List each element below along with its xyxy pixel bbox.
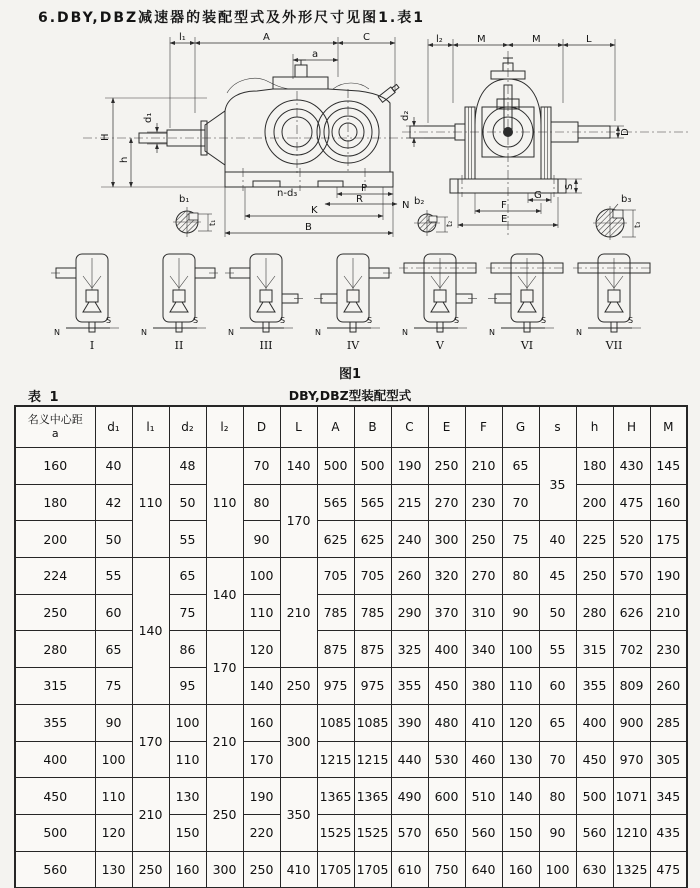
variant-6-numeral: VI (520, 339, 534, 352)
variant-3 (224, 250, 306, 362)
cell-d2: 95 (169, 668, 206, 705)
dim-label-M-left: M (477, 34, 486, 45)
cell-C: 190 (391, 448, 428, 485)
cell-d2: 50 (169, 484, 206, 521)
col-header-G: G (502, 406, 539, 448)
table-title: DBY,DBZ型装配型式 (288, 388, 412, 403)
variant-2-n-label: N (141, 328, 147, 337)
cell-M: 210 (650, 594, 687, 631)
cell-E: 270 (428, 484, 465, 521)
cell-d2: 48 (169, 448, 206, 485)
cell-s: 80 (539, 778, 576, 815)
cell-d1: 65 (95, 631, 132, 668)
cell-F: 640 (465, 851, 502, 888)
cell-L: 170 (280, 484, 317, 557)
cell-L: 140 (280, 448, 317, 485)
dim-label-h: h (119, 156, 130, 163)
cell-d1: 90 (95, 704, 132, 741)
end-view-drawing (400, 33, 695, 248)
cell-a: 315 (15, 668, 95, 705)
cell-d1: 75 (95, 668, 132, 705)
cell-D: 100 (243, 558, 280, 595)
cell-F: 270 (465, 558, 502, 595)
cell-B: 565 (354, 484, 391, 521)
cell-D: 80 (243, 484, 280, 521)
cell-E: 750 (428, 851, 465, 888)
cell-A: 1085 (317, 704, 354, 741)
dim-label-H: H (100, 133, 111, 141)
dim-label-d2: d₂ (400, 110, 411, 121)
dim-label-D: D (620, 128, 631, 136)
cell-h: 560 (576, 814, 613, 851)
cell-E: 650 (428, 814, 465, 851)
table-row (15, 668, 687, 705)
col-header-l1: l₁ (132, 406, 169, 448)
cell-a: 400 (15, 741, 95, 778)
cell-E: 320 (428, 558, 465, 595)
cell-a: 250 (15, 594, 95, 631)
cell-d1: 110 (95, 778, 132, 815)
variant-1-numeral: I (89, 339, 95, 352)
cell-H: 1210 (613, 814, 650, 851)
cell-G: 150 (502, 814, 539, 851)
cell-B: 1365 (354, 778, 391, 815)
cell-d1: 40 (95, 448, 132, 485)
cell-D: 220 (243, 814, 280, 851)
cell-G: 80 (502, 558, 539, 595)
cell-E: 480 (428, 704, 465, 741)
variant-5 (398, 250, 480, 362)
dim-label-l1: l₁ (179, 32, 186, 43)
cell-a: 160 (15, 448, 95, 485)
cell-d1: 42 (95, 484, 132, 521)
dim-label-C: C (363, 32, 370, 43)
cell-d2: 75 (169, 594, 206, 631)
variant-7-s-label: S (628, 316, 634, 325)
cell-s: 90 (539, 814, 576, 851)
cell-F: 340 (465, 631, 502, 668)
cell-A: 625 (317, 521, 354, 558)
cell-h: 630 (576, 851, 613, 888)
side-view-drawing (75, 33, 415, 248)
cell-D: 170 (243, 741, 280, 778)
cell-D: 160 (243, 704, 280, 741)
variant-2-numeral: II (174, 339, 184, 352)
cell-F: 250 (465, 521, 502, 558)
cell-D: 140 (243, 668, 280, 705)
cell-l2: 110 (206, 448, 243, 558)
cell-F: 310 (465, 594, 502, 631)
figure-caption: 图1 (338, 367, 362, 382)
cell-A: 875 (317, 631, 354, 668)
dim-label-t2: t₂ (445, 220, 454, 227)
cell-E: 530 (428, 741, 465, 778)
cell-C: 440 (391, 741, 428, 778)
cell-H: 900 (613, 704, 650, 741)
col-header-a (15, 406, 95, 448)
cell-d1: 130 (95, 851, 132, 888)
dim-label-B: B (305, 222, 312, 233)
variant-3-numeral: III (259, 339, 273, 352)
cell-C: 610 (391, 851, 428, 888)
cell-C: 390 (391, 704, 428, 741)
cell-E: 400 (428, 631, 465, 668)
cell-B: 975 (354, 668, 391, 705)
cell-F: 210 (465, 448, 502, 485)
dim-label-b1: b₁ (179, 194, 190, 205)
cell-C: 325 (391, 631, 428, 668)
cell-F: 510 (465, 778, 502, 815)
cell-l1: 110 (132, 448, 169, 558)
col-header-F: F (465, 406, 502, 448)
col-header-l2: l₂ (206, 406, 243, 448)
col-header-H: H (613, 406, 650, 448)
cell-F: 560 (465, 814, 502, 851)
cell-G: 100 (502, 631, 539, 668)
cell-d2: 55 (169, 521, 206, 558)
variant-6-s-label: S (541, 316, 547, 325)
dim-label-M-right: M (532, 34, 541, 45)
cell-E: 300 (428, 521, 465, 558)
table-row (15, 741, 687, 778)
cell-L: 410 (280, 851, 317, 888)
cell-h: 200 (576, 484, 613, 521)
dim-label-S: S (564, 183, 575, 190)
cell-C: 355 (391, 668, 428, 705)
cell-d2: 130 (169, 778, 206, 815)
cell-G: 110 (502, 668, 539, 705)
cell-D: 250 (243, 851, 280, 888)
cell-D: 90 (243, 521, 280, 558)
dim-label-d1: d₁ (143, 112, 154, 123)
cell-B: 785 (354, 594, 391, 631)
cell-A: 565 (317, 484, 354, 521)
cell-s: 35 (539, 448, 576, 521)
variant-5-drawing (398, 250, 480, 362)
cell-F: 410 (465, 704, 502, 741)
cell-a: 200 (15, 521, 95, 558)
cell-G: 160 (502, 851, 539, 888)
variant-1-s-label: S (106, 316, 112, 325)
cell-a: 450 (15, 778, 95, 815)
cell-l2: 300 (206, 851, 243, 888)
cell-G: 90 (502, 594, 539, 631)
dim-label-l2: l₂ (436, 34, 443, 45)
cell-E: 450 (428, 668, 465, 705)
col-header-B: B (354, 406, 391, 448)
dim-label-G: G (534, 190, 542, 201)
cell-A: 500 (317, 448, 354, 485)
cell-D: 110 (243, 594, 280, 631)
cell-B: 500 (354, 448, 391, 485)
cell-d1: 60 (95, 594, 132, 631)
cell-B: 625 (354, 521, 391, 558)
cell-F: 460 (465, 741, 502, 778)
dim-label-F: F (501, 200, 507, 211)
cell-B: 705 (354, 558, 391, 595)
cell-L: 350 (280, 778, 317, 851)
table-row (15, 594, 687, 631)
variant-7-n-label: N (576, 328, 582, 337)
variant-2-drawing (137, 250, 219, 362)
cell-M: 305 (650, 741, 687, 778)
dim-label-t3: t₃ (633, 221, 642, 228)
cell-G: 65 (502, 448, 539, 485)
variant-6-n-label: N (489, 328, 495, 337)
cell-A: 1525 (317, 814, 354, 851)
col-header-E: E (428, 406, 465, 448)
col-header-a-line1: 名义中心距 (27, 413, 83, 427)
table-row (15, 484, 687, 521)
cell-d1: 55 (95, 558, 132, 595)
dim-label-b2: b₂ (414, 196, 425, 207)
col-header-a-line2: a (51, 427, 59, 440)
cell-A: 705 (317, 558, 354, 595)
cell-h: 225 (576, 521, 613, 558)
cell-C: 290 (391, 594, 428, 631)
cell-M: 260 (650, 668, 687, 705)
cell-d1: 50 (95, 521, 132, 558)
cell-G: 70 (502, 484, 539, 521)
cell-H: 626 (613, 594, 650, 631)
cell-M: 345 (650, 778, 687, 815)
cell-M: 190 (650, 558, 687, 595)
cell-d2: 110 (169, 741, 206, 778)
col-header-C: C (391, 406, 428, 448)
cell-M: 475 (650, 851, 687, 888)
variant-1 (50, 250, 132, 362)
cell-s: 55 (539, 631, 576, 668)
cell-L: 250 (280, 668, 317, 705)
variant-5-numeral: V (436, 339, 444, 352)
cell-d1: 100 (95, 741, 132, 778)
cell-s: 40 (539, 521, 576, 558)
cell-l1: 210 (132, 778, 169, 851)
cell-s: 65 (539, 704, 576, 741)
cell-H: 702 (613, 631, 650, 668)
dimension-table (14, 405, 688, 888)
cell-h: 315 (576, 631, 613, 668)
cell-s: 100 (539, 851, 576, 888)
cell-G: 75 (502, 521, 539, 558)
cell-l2: 170 (206, 631, 243, 704)
table-row (15, 448, 687, 485)
cell-M: 175 (650, 521, 687, 558)
dim-label-A: A (263, 32, 270, 43)
cell-l1: 250 (132, 851, 169, 888)
cell-h: 250 (576, 558, 613, 595)
dim-label-E: E (501, 214, 508, 225)
variant-4-n-label: N (315, 328, 321, 337)
cell-G: 140 (502, 778, 539, 815)
cell-H: 430 (613, 448, 650, 485)
table-row (15, 631, 687, 668)
assembly-variants-row (50, 250, 654, 366)
cell-F: 380 (465, 668, 502, 705)
cell-d2: 86 (169, 631, 206, 668)
variant-4-drawing (311, 250, 393, 362)
cell-E: 250 (428, 448, 465, 485)
cell-a: 180 (15, 484, 95, 521)
cell-E: 370 (428, 594, 465, 631)
col-header-s: s (539, 406, 576, 448)
cell-s: 70 (539, 741, 576, 778)
variant-5-n-label: N (402, 328, 408, 337)
cell-h: 280 (576, 594, 613, 631)
page-title: 6.DBY,DBZ减速器的装配型式及外形尺寸见图1.表1 (38, 10, 425, 26)
cell-s: 60 (539, 668, 576, 705)
cell-F: 230 (465, 484, 502, 521)
cell-s: 45 (539, 558, 576, 595)
variant-7-drawing (572, 250, 654, 362)
cell-A: 1365 (317, 778, 354, 815)
variant-4 (311, 250, 393, 362)
variant-4-numeral: IV (346, 339, 360, 352)
col-header-d2: d₂ (169, 406, 206, 448)
variant-7 (572, 250, 654, 362)
cell-d2: 150 (169, 814, 206, 851)
cell-H: 570 (613, 558, 650, 595)
cell-C: 570 (391, 814, 428, 851)
cell-l1: 140 (132, 558, 169, 705)
col-header-D: D (243, 406, 280, 448)
cell-a: 500 (15, 814, 95, 851)
cell-l2: 210 (206, 704, 243, 777)
cell-h: 450 (576, 741, 613, 778)
cell-d2: 100 (169, 704, 206, 741)
table-row (15, 778, 687, 815)
cell-B: 1525 (354, 814, 391, 851)
variant-3-s-label: S (280, 316, 286, 325)
dim-label-P: P (361, 183, 368, 194)
dim-label-K: K (311, 205, 318, 216)
cell-h: 500 (576, 778, 613, 815)
dim-label-b3: b₃ (621, 194, 632, 205)
col-header-d1: d₁ (95, 406, 132, 448)
cell-A: 785 (317, 594, 354, 631)
cell-D: 120 (243, 631, 280, 668)
cell-C: 490 (391, 778, 428, 815)
col-header-A: A (317, 406, 354, 448)
cell-M: 230 (650, 631, 687, 668)
cell-G: 130 (502, 741, 539, 778)
cell-l2: 140 (206, 558, 243, 631)
cell-B: 1705 (354, 851, 391, 888)
cell-a: 224 (15, 558, 95, 595)
cell-h: 400 (576, 704, 613, 741)
dim-label-t1: t₁ (208, 219, 217, 226)
dim-label-N: N (402, 200, 410, 211)
cell-d2: 160 (169, 851, 206, 888)
cell-C: 215 (391, 484, 428, 521)
cell-C: 260 (391, 558, 428, 595)
cell-H: 809 (613, 668, 650, 705)
variant-5-s-label: S (454, 316, 460, 325)
cell-d2: 65 (169, 558, 206, 595)
cell-L: 300 (280, 704, 317, 777)
col-header-M: M (650, 406, 687, 448)
cell-a: 560 (15, 851, 95, 888)
table-row (15, 558, 687, 595)
cell-H: 1071 (613, 778, 650, 815)
cell-s: 50 (539, 594, 576, 631)
table-label: 表 1 (28, 390, 61, 405)
header-row (15, 406, 687, 448)
dim-label-L: L (586, 34, 592, 45)
cell-G: 120 (502, 704, 539, 741)
cell-a: 355 (15, 704, 95, 741)
cell-B: 1215 (354, 741, 391, 778)
col-header-L: L (280, 406, 317, 448)
variant-1-drawing (50, 250, 132, 362)
cell-B: 1085 (354, 704, 391, 741)
cell-C: 240 (391, 521, 428, 558)
cell-M: 160 (650, 484, 687, 521)
variant-3-drawing (224, 250, 306, 362)
cell-l2: 250 (206, 778, 243, 851)
cell-M: 145 (650, 448, 687, 485)
cell-E: 600 (428, 778, 465, 815)
variant-1-n-label: N (54, 328, 60, 337)
cell-l1: 170 (132, 704, 169, 777)
table-row (15, 851, 687, 888)
variant-2 (137, 250, 219, 362)
variant-6 (485, 250, 567, 362)
cell-A: 975 (317, 668, 354, 705)
variant-6-drawing (485, 250, 567, 362)
cell-d1: 120 (95, 814, 132, 851)
table-row (15, 814, 687, 851)
cell-D: 190 (243, 778, 280, 815)
dim-label-nd3: n-d₃ (277, 188, 298, 199)
cell-B: 875 (354, 631, 391, 668)
cell-A: 1705 (317, 851, 354, 888)
variant-3-n-label: N (228, 328, 234, 337)
variant-7-numeral: VII (605, 339, 623, 352)
dim-label-R: R (356, 194, 363, 205)
cell-H: 520 (613, 521, 650, 558)
cell-M: 285 (650, 704, 687, 741)
cell-H: 970 (613, 741, 650, 778)
table-row (15, 521, 687, 558)
dim-label-a: a (312, 49, 319, 60)
variant-2-s-label: S (193, 316, 199, 325)
col-header-h: h (576, 406, 613, 448)
cell-L: 210 (280, 558, 317, 668)
cell-D: 70 (243, 448, 280, 485)
cell-h: 180 (576, 448, 613, 485)
cell-H: 475 (613, 484, 650, 521)
table-row (15, 704, 687, 741)
cell-A: 1215 (317, 741, 354, 778)
variant-4-s-label: S (367, 316, 373, 325)
cell-a: 280 (15, 631, 95, 668)
cell-M: 435 (650, 814, 687, 851)
cell-h: 355 (576, 668, 613, 705)
cell-H: 1325 (613, 851, 650, 888)
